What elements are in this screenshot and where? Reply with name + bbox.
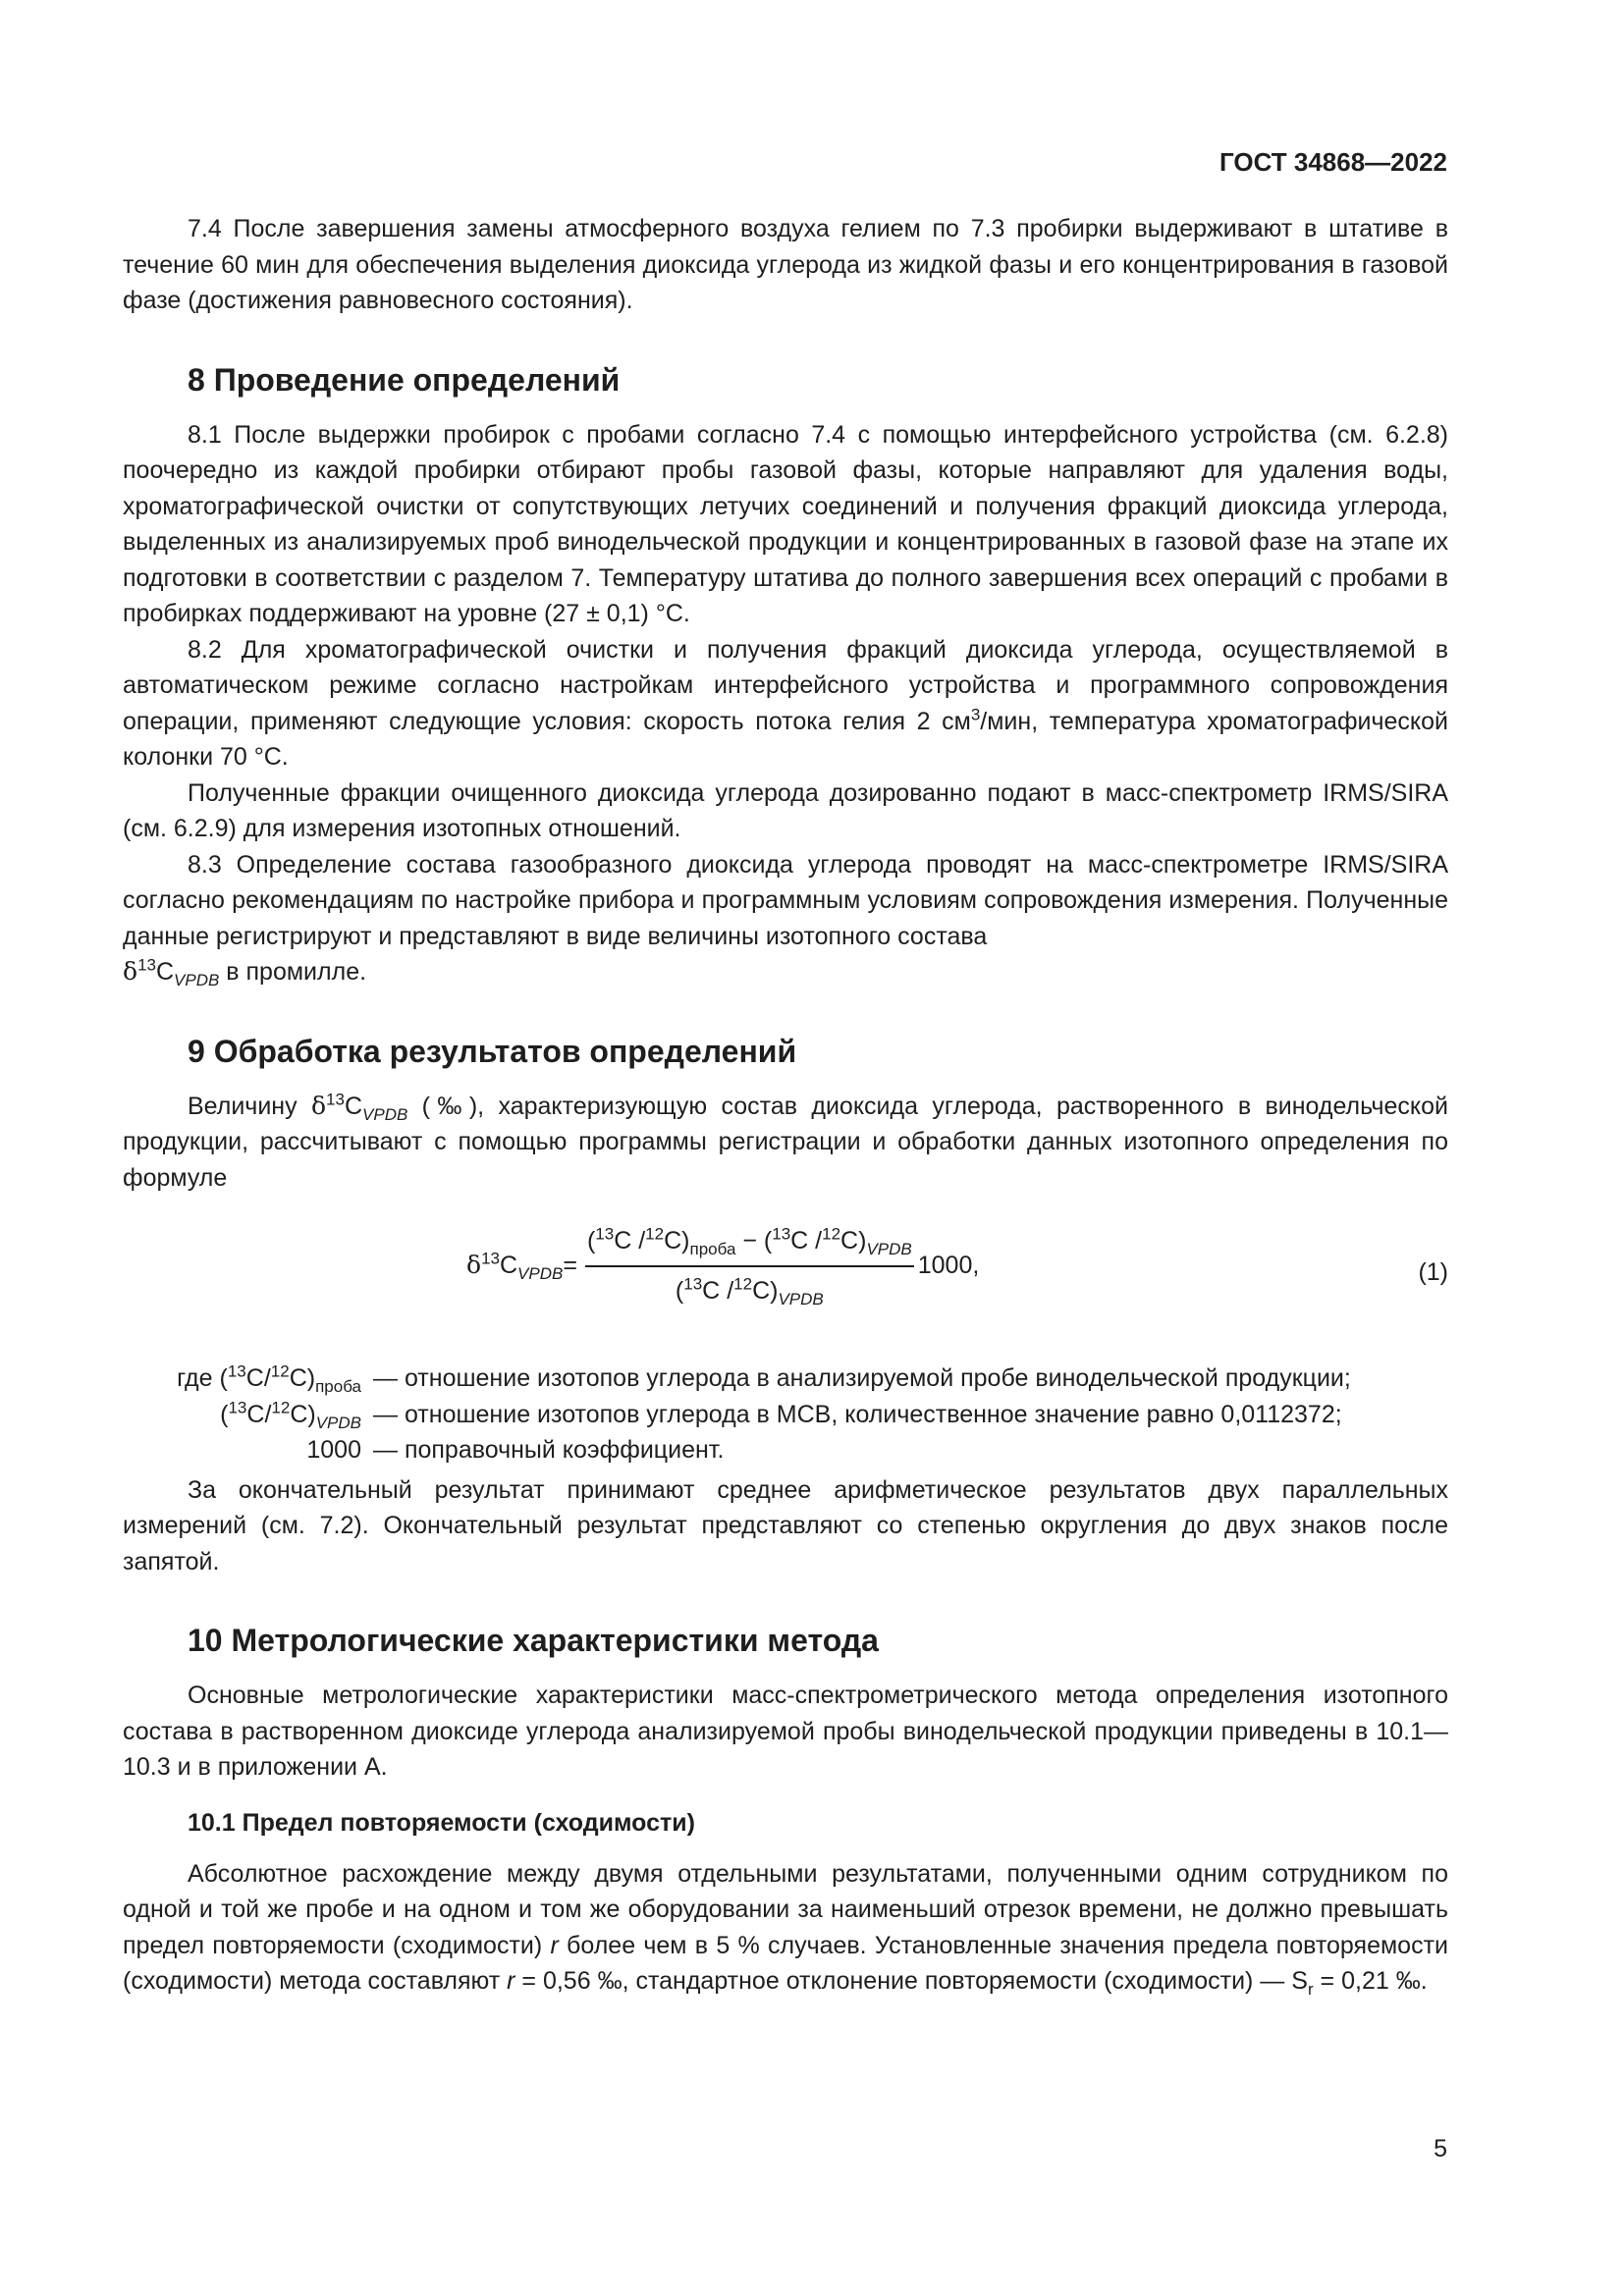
section-8-heading: 8 Проведение определений xyxy=(188,361,621,398)
delta-symbol: δ xyxy=(310,1091,327,1120)
legend-definition-1: — отношение изотопов углерода в анализируемой пробе винодельческой продукции; xyxy=(373,1361,1448,1397)
paragraph-10-intro: Основные метрологические характеристики масс-спектрометрического метода определения изотопного состава в растворенном диоксиде углерода анализируемой пробы винодельческой продукции приведены в 10.1—10.3 и в приложении А. xyxy=(123,1682,1448,1781)
formula-factor: 1000, xyxy=(917,1252,980,1280)
paragraph-8-3 xyxy=(123,847,1448,990)
carbon-symbol: C xyxy=(155,958,175,986)
paragraph-9-intro-b: (‰), характеризующую состав диоксида углерода, растворенного в винодельческой продукции, рассчитывают с помощью программы регистрации и обработки данных изотопного определения по формуле xyxy=(123,1092,1448,1192)
formula-numerator: ($^{13}$C $/^{12}C)_{проба} - (^{13}C$ $/^{12}C)_{VPDB}$ xyxy=(585,1223,914,1267)
legend-term-1: где $(^{13}C/^{12}C)_{проба}$ xyxy=(177,1362,361,1396)
paragraph-9-final: За окончательный результат принимают среднее арифметическое результатов двух параллельных измерений (см. 7.2). Окончательный результат представляют со степенью округления до двух знаков после запятой. xyxy=(123,1475,1448,1575)
subscript-r: r xyxy=(1307,1980,1314,1999)
paragraph-8-2 xyxy=(123,632,1448,775)
paragraph-8-2-text-b: /мин, температура хроматографической колонки 70 °C. xyxy=(123,707,1449,771)
delta-symbol: δ xyxy=(123,957,138,986)
vpdb-subscript: VPDB xyxy=(362,1104,408,1124)
legend-term-2: $(^{13}C/^{12}C)_{VPDB}$ xyxy=(220,1398,361,1432)
legend-term-3: 1000 xyxy=(306,1436,361,1464)
legend-definition-3: — поправочный коэффициент. xyxy=(373,1432,1448,1468)
paragraph-10-1 xyxy=(123,1856,1448,2000)
legend-definition-2: — отношение изотопов углерода в МСВ, количественное значение равно 0,0112372; xyxy=(373,1397,1448,1433)
carbon-symbol: C xyxy=(344,1092,363,1120)
formula-lhs: $\delta^{13}C_{VPDB}$ xyxy=(466,1249,564,1284)
paragraph-10-1-d: = 0,21 ‰. xyxy=(1313,1967,1428,1995)
paragraph-8-2-continuation: Полученные фракции очищенного диоксида углерода дозированно подают в масс-спектрометр IRMS/SIRA (см. 6.2.9) для измерения изотопных отношений. xyxy=(123,778,1448,842)
page-number: 5 xyxy=(1434,2135,1447,2163)
symbol-r: r xyxy=(550,1931,559,1959)
paragraph-8-2-text-a: 8.2 Для хроматографической очистки и получения фракций диоксида углерода, осуществляемой в автоматическом режиме согласно настройкам интерфейсного устройства и программного сопровождения операции, применяют следующие условия: скорость потока гелия 2 см xyxy=(123,635,1448,735)
formula-1 xyxy=(123,1213,1448,1341)
symbol-r: r xyxy=(507,1967,515,1995)
paragraph-9-intro xyxy=(123,1089,1448,1197)
paragraph-9-intro-a: Величину xyxy=(188,1092,311,1120)
paragraph-8-1: 8.1 После выдержки пробирок с пробами согласно 7.4 с помощью интерфейсного устройства (см. 6.2.8) поочередно из каждой пробирки отбирают пробы газовой фазы, которые направляют для удаления воды, хроматографической очистки от сопутствующих летучих соединений и получения фракций диоксида углерода, выделенных из анализируемых проб винодельческой продукции и концентрированных в газовой фазе на этапе их подготовки в соответствии с разделом 7. Температуру штатива до полного завершения всех операций с пробами в пробирках поддерживают на уровне (27 ± 0,1) °C. xyxy=(123,420,1448,627)
page-content xyxy=(123,211,1448,2000)
isotope-13: 13 xyxy=(137,955,156,975)
subsection-10-1-heading: 10.1 Предел повторяемости (сходимости) xyxy=(188,1808,695,1837)
formula-denominator: ($^{13}$C $/^{12}C)_{VPDB}$ xyxy=(675,1274,824,1308)
isotope-13: 13 xyxy=(326,1090,345,1109)
formula-number: (1) xyxy=(1418,1258,1448,1286)
document-code: ГОСТ 34868—2022 xyxy=(1219,147,1447,177)
superscript-3: 3 xyxy=(970,705,981,724)
paragraph-10-1-a: Абсолютное расхождение между двумя отдельными результатами, полученными одним сотрудником по одной и той же пробе и на одном и том же оборудовании за наименьший отрезок времени, не должно превышать предел повторяемости (сходимости) xyxy=(123,1859,1448,1959)
paragraph-8-3-text: 8.3 Определение состава газообразного диоксида углерода проводят на масс-спектрометре IRMS/SIRA согласно рекомендациям по настройке прибора и программным условиям сопровождения измерения. Полученные данные регистрируют и представляют в виде величины изотопного состава xyxy=(123,850,1448,950)
vpdb-subscript: VPDB xyxy=(174,971,220,989)
formula-equals: = xyxy=(563,1252,577,1280)
paragraph-10-1-c: = 0,56 ‰, стандартное отклонение повторяемости (сходимости) — S xyxy=(514,1967,1308,1995)
section-9-heading: 9 Обработка результатов определений xyxy=(188,1033,797,1069)
formula-legend xyxy=(123,1361,1448,1468)
paragraph-10-1-b: более чем в 5 % случаев. Установленные значения предела повторяемости (сходимости) метода составляют xyxy=(123,1931,1448,1995)
formula-expression xyxy=(466,1223,979,1308)
formula-fraction xyxy=(585,1223,914,1308)
section-10-heading: 10 Метрологические характеристики метода xyxy=(188,1623,879,1658)
paragraph-7-4: 7.4 После завершения замены атмосферного воздуха гелием по 7.3 пробирки выдерживают в штативе в течение 60 мин для обеспечения выделения диоксида углерода из жидкой фазы и его концентрирования в газовой фазе (достижения равновесного состояния). xyxy=(123,215,1448,314)
paragraph-8-3-tail: в промилле. xyxy=(219,958,367,986)
